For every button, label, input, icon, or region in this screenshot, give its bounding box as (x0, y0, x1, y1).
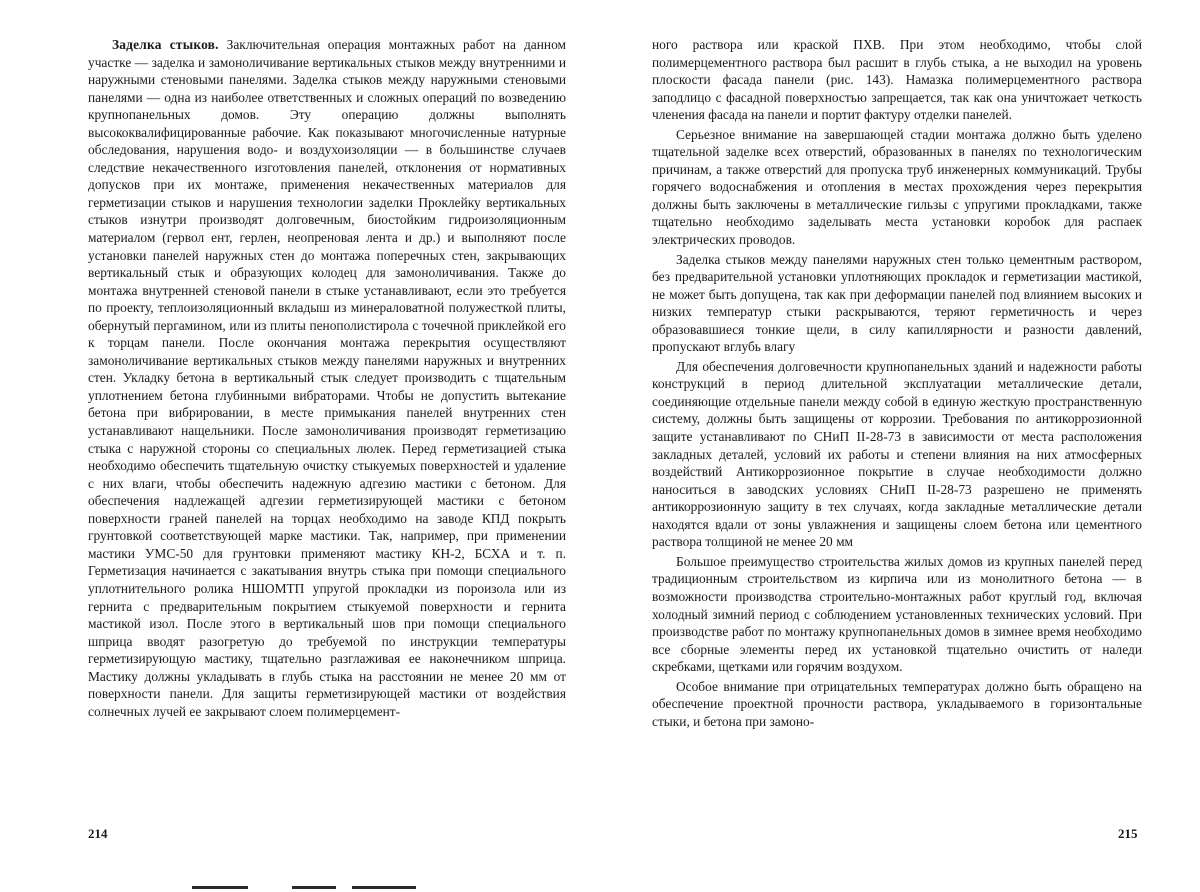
right-paragraph-6: Особое внимание при отрицательных температурах должно быть обращено на обеспечение проектной прочности раствора, укладываемого в горизонтальные стыки, и бетона при замоно- (652, 678, 1142, 729)
scan-edge-mark-2 (292, 886, 336, 889)
left-paragraph-1-text: Заключительная операция монтажных работ на данном участке — заделка и замоноличивание вертикальных стыков между внутренними и наружными стеновыми панелями. Заделка стыков между наружными стеновыми панелями — одна из наиболее ответственных и сложных операций по возведению крупнопанельных домов. Эту операцию должны выполнять высококвалифицированные рабочие. Как показывают многочисленные натурные обследования, нарушения водо- и воздухоизоляции — в большинстве случаев следствие некачественного изготовления панелей, отклонения от нормативных допусков при их монтаже, применения некачественных материалов для герметизации стыков и нарушения технологии заделки Проклейку вертикальных стыков изнутри производят долговечным, биостойким гидроизоляционным материалом (гервол ент, герлен, неопреновая лента и др.) и выполняют после установки панелей наружных стен до монтажа поперечных стен, закрывающих вертикальный стык и образующих колодец для замоноличивания. Также до монтажа внутренней стеновой панели в стыке устанавливают, если это требуется по проекту, теплоизоляционный вкладыш из минераловатной полужесткой плиты, обернутый пергамином, или из плиты пенополистирола с точечной приклейкой его к торцам панели. После окончания монтажа перекрытия осуществляют замоноличивание вертикальных стыков между панелями наружных и внутренних стен. Укладку бетона в вертикальный стык следует производить с тщательным уплотнением бетона глубинными вибраторами. Чтобы не допустить вытекание бетона при вибрировании, в месте примыкания панелей внутренних стен устанавливают нащельники. После замоноличивания производят герметизацию стыка с наружной стороны со специальных люлек. Перед герметизацией стыка необходимо обеспечить тщательную очистку стыкуемых поверхностей и удаление с них влаги, чтобы обеспечить надежную адгезию мастики с бетоном. Для обеспечения надлежащей адгезии герметизирующей мастики с бетоном поверхности граней панелей на торцах необходимо на заводе КПД покрыть грунтовкой соответствующей марке мастики. Так, например, при применении мастики УМС-50 для грунтовки применяют мастику КН-2, БСХА и т. п. Герметизация начинается с закатывания внутрь стыка при помощи специального уплотнительного ролика НШОМТП упругой прокладки из пороизола или из гернита с предварительным покрытием стыкуемой поверхности и гернита мастикой изол. После этого в вертикальный шов при помощи специального шприца вводят разогретую до требуемой по инструкции температуры герметизирующую мастику, тщательно разглаживая ее наконечником шприца. Мастику должны укладывать в глубь стыка на расстоянии не менее 20 мм от поверхности панели. Для защиты герметизирующей мастики от воздействия солнечных лучей ее закрывают слоем полимерцемент- (88, 37, 566, 719)
scan-edge-mark-1 (192, 886, 248, 889)
right-page (652, 36, 1142, 730)
scan-edge-mark-3 (352, 886, 416, 889)
right-paragraph-2: Серьезное внимание на завершающей стадии монтажа должно быть уделено тщательной заделке всех отверстий, образованных в панелях по технологическим причинам, а также отверстий для пропуска труб инженерных коммуникаций. Трубы горячего водоснабжения и отопления в местах прохождения через перекрытия должны быть заключены в металлические гильзы с упругими прокладками, также тщательно необходимо заделывать места установки коробок для распаек электрических проводов. (652, 126, 1142, 248)
page-number-right: 215 (1118, 826, 1138, 841)
right-paragraph-1: ного раствора или краской ПХВ. При этом необходимо, чтобы слой полимерцементного раствора был расшит в глубь стыка, а не выходил на уровень плоскости фасада панели (рис. 143). Намазка полимерцементного раствора заподлицо с фасадной поверхностью запрещается, так как она уничтожает четкость членения фасада на панели и портит фактуру отделки панелей. (652, 37, 1142, 123)
right-paragraph-5: Большое преимущество строительства жилых домов из крупных панелей перед традиционным строительством из кирпича или из монолитного бетона — в возможности производства строительно-монтажных работ круглый год, включая холодный зимний период с соблюдением установленных технических условий. При производстве работ по монтажу крупнопанельных домов в зимнее время необходимо все сборные элементы перед их установкой тщательно очистить от наледи скребками, щетками или горячим воздухом. (652, 553, 1142, 675)
left-page (88, 36, 566, 720)
run-in-heading: Заделка стыков. (112, 37, 219, 52)
page-number-left: 214 (88, 826, 108, 841)
right-paragraph-4: Для обеспечения долговечности крупнопанельных зданий и надежности работы конструкций в период длительной эксплуатации металлические детали, соединяющие отдельные панели между собой в единую жесткую пространственную систему, должны быть защищены от коррозии. Требования по антикоррозионной защите устанавливают по СНиП II-28-73 в зависимости от места расположения закладных деталей, условий их работы и степени влияния на них атмосферных воздействий Антикоррозионное покрытие в случае необходимости должно наноситься в заводских условиях СНиП II-28-73 разрешено не применять антикоррозионную защиту в тех случаях, когда закладные металлические детали находятся вдали от зоны увлажнения и защищены слоем бетона или цементного раствора толщиной не менее 20 мм (652, 358, 1142, 550)
right-paragraph-3: Заделка стыков между панелями наружных стен только цементным раствором, без предварительной установки уплотняющих прокладок и герметизации мастикой, не может быть допущена, так как при деформации панелей под влиянием высоких и низких температур стыки раскрываются, теряют герметичность и через образовавшиеся тонкие щели, в силу капиллярности и разности давлений, пропускают вглубь влагу (652, 251, 1142, 355)
left-paragraph-1 (88, 36, 566, 720)
